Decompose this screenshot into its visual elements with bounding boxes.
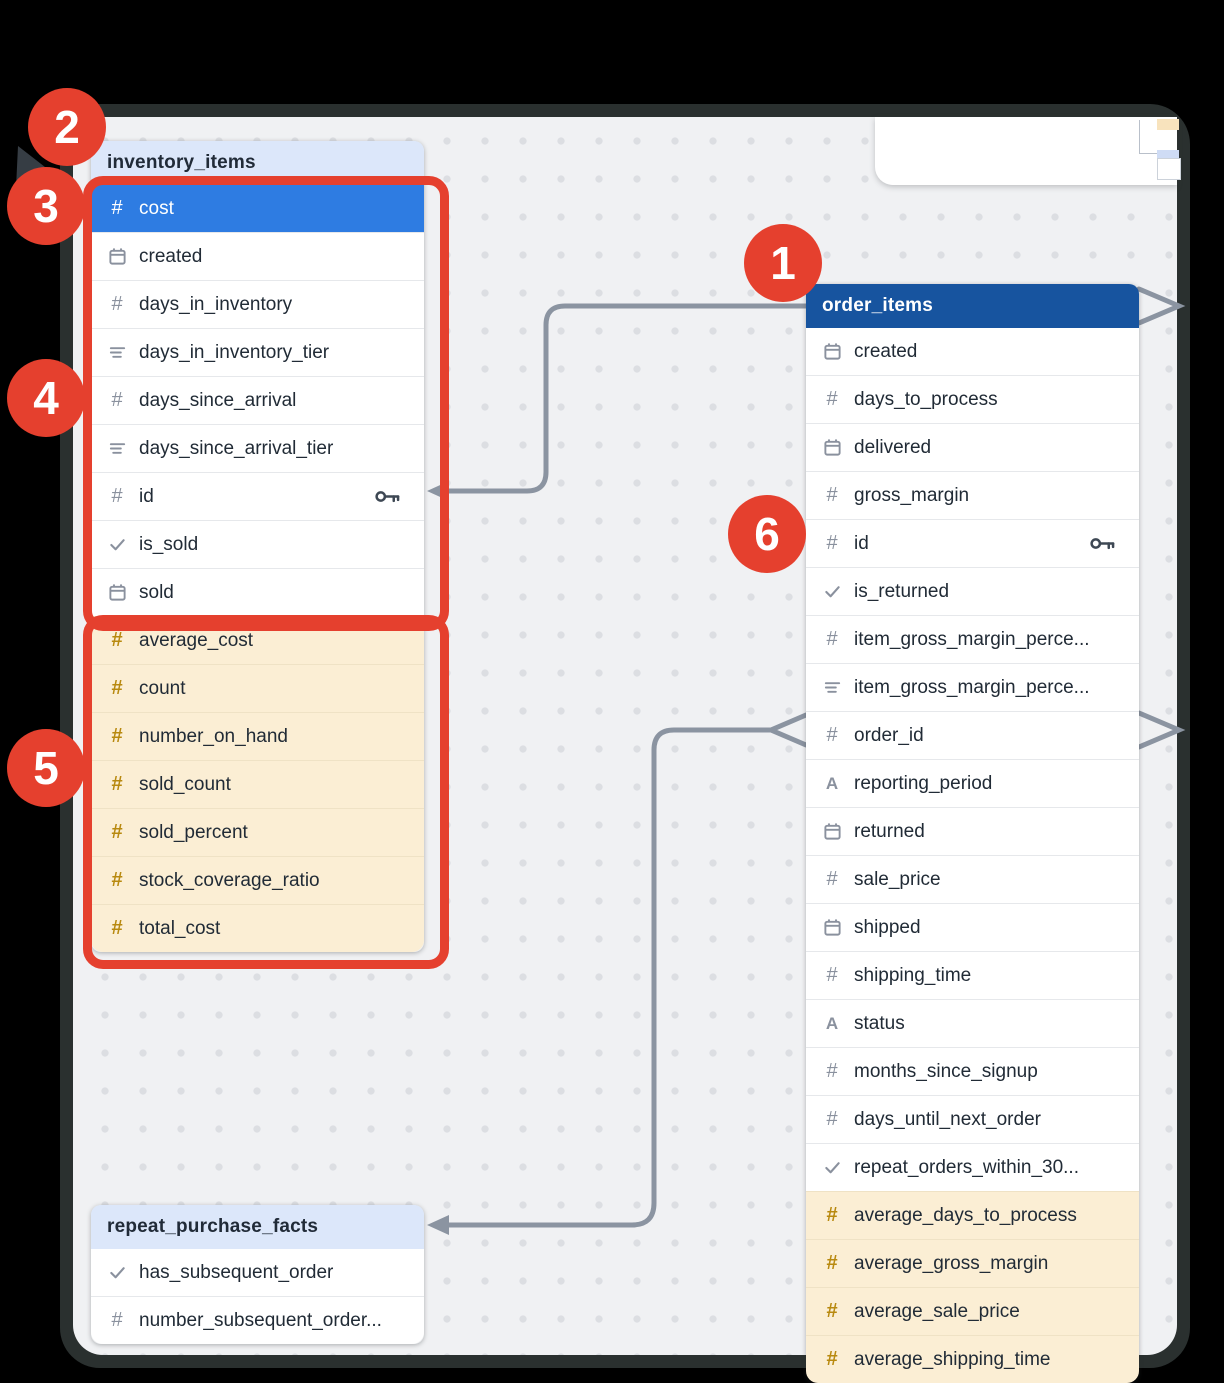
field-row-gross_margin[interactable]: [806, 471, 1139, 519]
field-name: item_gross_margin_perce...: [854, 628, 1090, 650]
relationship-line-order-to-inventory: [441, 306, 806, 491]
tier-icon: [105, 343, 129, 362]
field-row-days_in_inventory[interactable]: [91, 280, 424, 328]
field-row-created[interactable]: [806, 328, 1139, 375]
field-name: average_gross_margin: [854, 1252, 1049, 1274]
minimap-table-header-bar: [1157, 150, 1179, 158]
field-row-days_until_next_order[interactable]: [806, 1095, 1139, 1143]
field-row-number_subsequent_order[interactable]: [91, 1296, 424, 1344]
field-row-item_gross_margin_perce[interactable]: [806, 615, 1139, 663]
field-name: total_cost: [139, 917, 221, 939]
field-name: item_gross_margin_perce...: [854, 676, 1090, 698]
field-row-item_gross_margin_perce[interactable]: [806, 663, 1139, 711]
field-row-id[interactable]: [806, 519, 1139, 567]
date-icon: [105, 583, 129, 602]
table-inventory-items[interactable]: [91, 141, 424, 952]
field-name: is_returned: [854, 580, 950, 602]
field-row-shipped[interactable]: [806, 903, 1139, 951]
field-list-order-items: [806, 328, 1139, 1383]
string-icon: A: [825, 773, 839, 793]
field-row-stock_coverage_ratio[interactable]: [91, 856, 424, 904]
date-icon: [820, 822, 844, 841]
field-row-status[interactable]: [806, 999, 1139, 1047]
field-name: id: [854, 532, 869, 554]
field-name: gross_margin: [854, 484, 970, 506]
number-icon: #: [826, 1060, 838, 1082]
diagram-canvas[interactable]: [73, 117, 1177, 1370]
date-icon: [820, 438, 844, 457]
field-row-id[interactable]: [91, 472, 424, 520]
field-name: delivered: [854, 436, 932, 458]
field-row-average_gross_margin[interactable]: [806, 1239, 1139, 1287]
field-row-sale_price[interactable]: [806, 855, 1139, 903]
number-icon: #: [826, 1348, 838, 1370]
minimap-table-body: [1157, 158, 1181, 180]
key-icon: [375, 490, 400, 503]
field-name: shipping_time: [854, 964, 972, 986]
number-icon: #: [826, 1108, 838, 1130]
field-row-shipping_time[interactable]: [806, 951, 1139, 999]
yesno-icon: [105, 1263, 129, 1282]
table-header-repeat-purchase-facts[interactable]: repeat_purchase_facts: [91, 1205, 424, 1249]
field-name: is_sold: [139, 533, 199, 555]
field-name: months_since_signup: [854, 1060, 1038, 1082]
yesno-icon: [105, 535, 129, 554]
field-name: sold_percent: [139, 821, 248, 843]
field-name: id: [139, 485, 154, 507]
field-name: days_to_process: [854, 388, 998, 410]
field-row-days_in_inventory_tier[interactable]: [91, 328, 424, 376]
number-icon: #: [111, 197, 123, 219]
field-row-months_since_signup[interactable]: [806, 1047, 1139, 1095]
field-name: average_sale_price: [854, 1300, 1020, 1322]
field-name: average_cost: [139, 629, 254, 651]
number-icon: #: [111, 629, 123, 651]
field-name: number_on_hand: [139, 725, 288, 747]
number-icon: #: [826, 628, 838, 650]
field-list-inventory-items: [91, 185, 424, 952]
field-name: stock_coverage_ratio: [139, 869, 320, 891]
tier-icon: [820, 678, 844, 697]
arrowhead-inventory-id: [427, 481, 449, 501]
date-icon: [820, 342, 844, 361]
field-row-days_since_arrival_tier[interactable]: [91, 424, 424, 472]
field-row-repeat_orders_within_30[interactable]: [806, 1143, 1139, 1191]
field-name: days_in_inventory_tier: [139, 341, 330, 363]
field-row-average_days_to_process[interactable]: [806, 1191, 1139, 1239]
field-row-average_sale_price[interactable]: [806, 1287, 1139, 1335]
number-icon: #: [111, 677, 123, 699]
field-name: reporting_period: [854, 772, 993, 794]
number-icon: #: [111, 773, 123, 795]
field-name: days_since_arrival_tier: [139, 437, 334, 459]
tier-icon: [105, 439, 129, 458]
arrowhead-repeat-purchase: [427, 1215, 449, 1235]
yesno-icon: [820, 1158, 844, 1177]
field-name: repeat_orders_within_30...: [854, 1156, 1079, 1178]
field-row-days_to_process[interactable]: [806, 375, 1139, 423]
number-icon: #: [111, 389, 123, 411]
table-repeat-purchase-facts[interactable]: [91, 1205, 424, 1344]
number-icon: #: [826, 484, 838, 506]
field-name: days_since_arrival: [139, 389, 297, 411]
field-name: sold: [139, 581, 174, 603]
table-header-order-items[interactable]: order_items: [806, 284, 1139, 328]
callout-6: 6: [728, 495, 806, 573]
number-icon: #: [111, 725, 123, 747]
field-row-is_sold[interactable]: [91, 520, 424, 568]
relationship-line-order-to-repeat: [441, 730, 770, 1225]
field-row-average_cost[interactable]: [91, 616, 424, 664]
number-icon: #: [111, 917, 123, 939]
number-icon: #: [826, 388, 838, 410]
crow-foot-order-id-right: [1139, 713, 1179, 747]
number-icon: #: [826, 532, 838, 554]
callout-3: 3: [7, 167, 85, 245]
number-icon: #: [111, 485, 123, 507]
field-name: created: [854, 340, 918, 362]
field-name: returned: [854, 820, 925, 842]
field-name: sale_price: [854, 868, 941, 890]
field-name: average_shipping_time: [854, 1348, 1051, 1370]
field-row-cost[interactable]: [91, 185, 424, 232]
number-icon: #: [111, 1309, 123, 1331]
yesno-icon: [820, 582, 844, 601]
field-name: average_days_to_process: [854, 1204, 1077, 1226]
field-name: count: [139, 677, 186, 699]
field-row-sold_percent[interactable]: [91, 808, 424, 856]
date-icon: [105, 247, 129, 266]
field-row-days_since_arrival[interactable]: [91, 376, 424, 424]
minimap-connector-line: [1139, 120, 1158, 154]
field-row-average_shipping_time[interactable]: [806, 1335, 1139, 1383]
field-row-count[interactable]: [91, 664, 424, 712]
number-icon: #: [826, 868, 838, 890]
number-icon: #: [111, 869, 123, 891]
string-icon: A: [825, 1013, 839, 1033]
key-icon: [1090, 537, 1115, 550]
field-row-has_subsequent_order[interactable]: [91, 1249, 424, 1296]
crow-foot-order-id-left: [771, 715, 806, 745]
date-icon: [820, 918, 844, 937]
field-row-is_returned[interactable]: [806, 567, 1139, 615]
table-order-items[interactable]: [806, 284, 1139, 1383]
field-row-sold[interactable]: [91, 568, 424, 616]
field-name: number_subsequent_order...: [139, 1309, 382, 1331]
minimap-measure-bar: [1157, 119, 1179, 130]
field-name: shipped: [854, 916, 921, 938]
callout-4: 4: [7, 359, 85, 437]
field-row-created[interactable]: [91, 232, 424, 280]
field-name: created: [139, 245, 203, 267]
number-icon: #: [111, 293, 123, 315]
field-row-returned[interactable]: [806, 807, 1139, 855]
number-icon: #: [826, 1300, 838, 1322]
field-name: sold_count: [139, 773, 231, 795]
field-name: order_id: [854, 724, 924, 746]
number-icon: #: [826, 1252, 838, 1274]
field-name: days_until_next_order: [854, 1108, 1041, 1130]
callout-5: 5: [7, 729, 85, 807]
number-icon: #: [826, 964, 838, 986]
field-row-reporting_period[interactable]: [806, 759, 1139, 807]
field-name: status: [854, 1012, 905, 1034]
field-row-total_cost[interactable]: [91, 904, 424, 952]
field-list-repeat-purchase-facts: [91, 1249, 424, 1344]
number-icon: #: [826, 1204, 838, 1226]
field-row-sold_count[interactable]: [91, 760, 424, 808]
table-header-inventory-items[interactable]: inventory_items: [91, 141, 424, 185]
field-name: cost: [139, 197, 174, 219]
callout-2: 2: [28, 88, 106, 166]
floating-panel: [875, 117, 1177, 185]
field-row-order_id[interactable]: [806, 711, 1139, 759]
field-row-number_on_hand[interactable]: [91, 712, 424, 760]
callout-1: 1: [744, 224, 822, 302]
field-row-delivered[interactable]: [806, 423, 1139, 471]
crow-foot-order-header-right: [1139, 289, 1179, 323]
field-name: days_in_inventory: [139, 293, 293, 315]
number-icon: #: [111, 821, 123, 843]
field-name: has_subsequent_order: [139, 1261, 334, 1283]
number-icon: #: [826, 724, 838, 746]
